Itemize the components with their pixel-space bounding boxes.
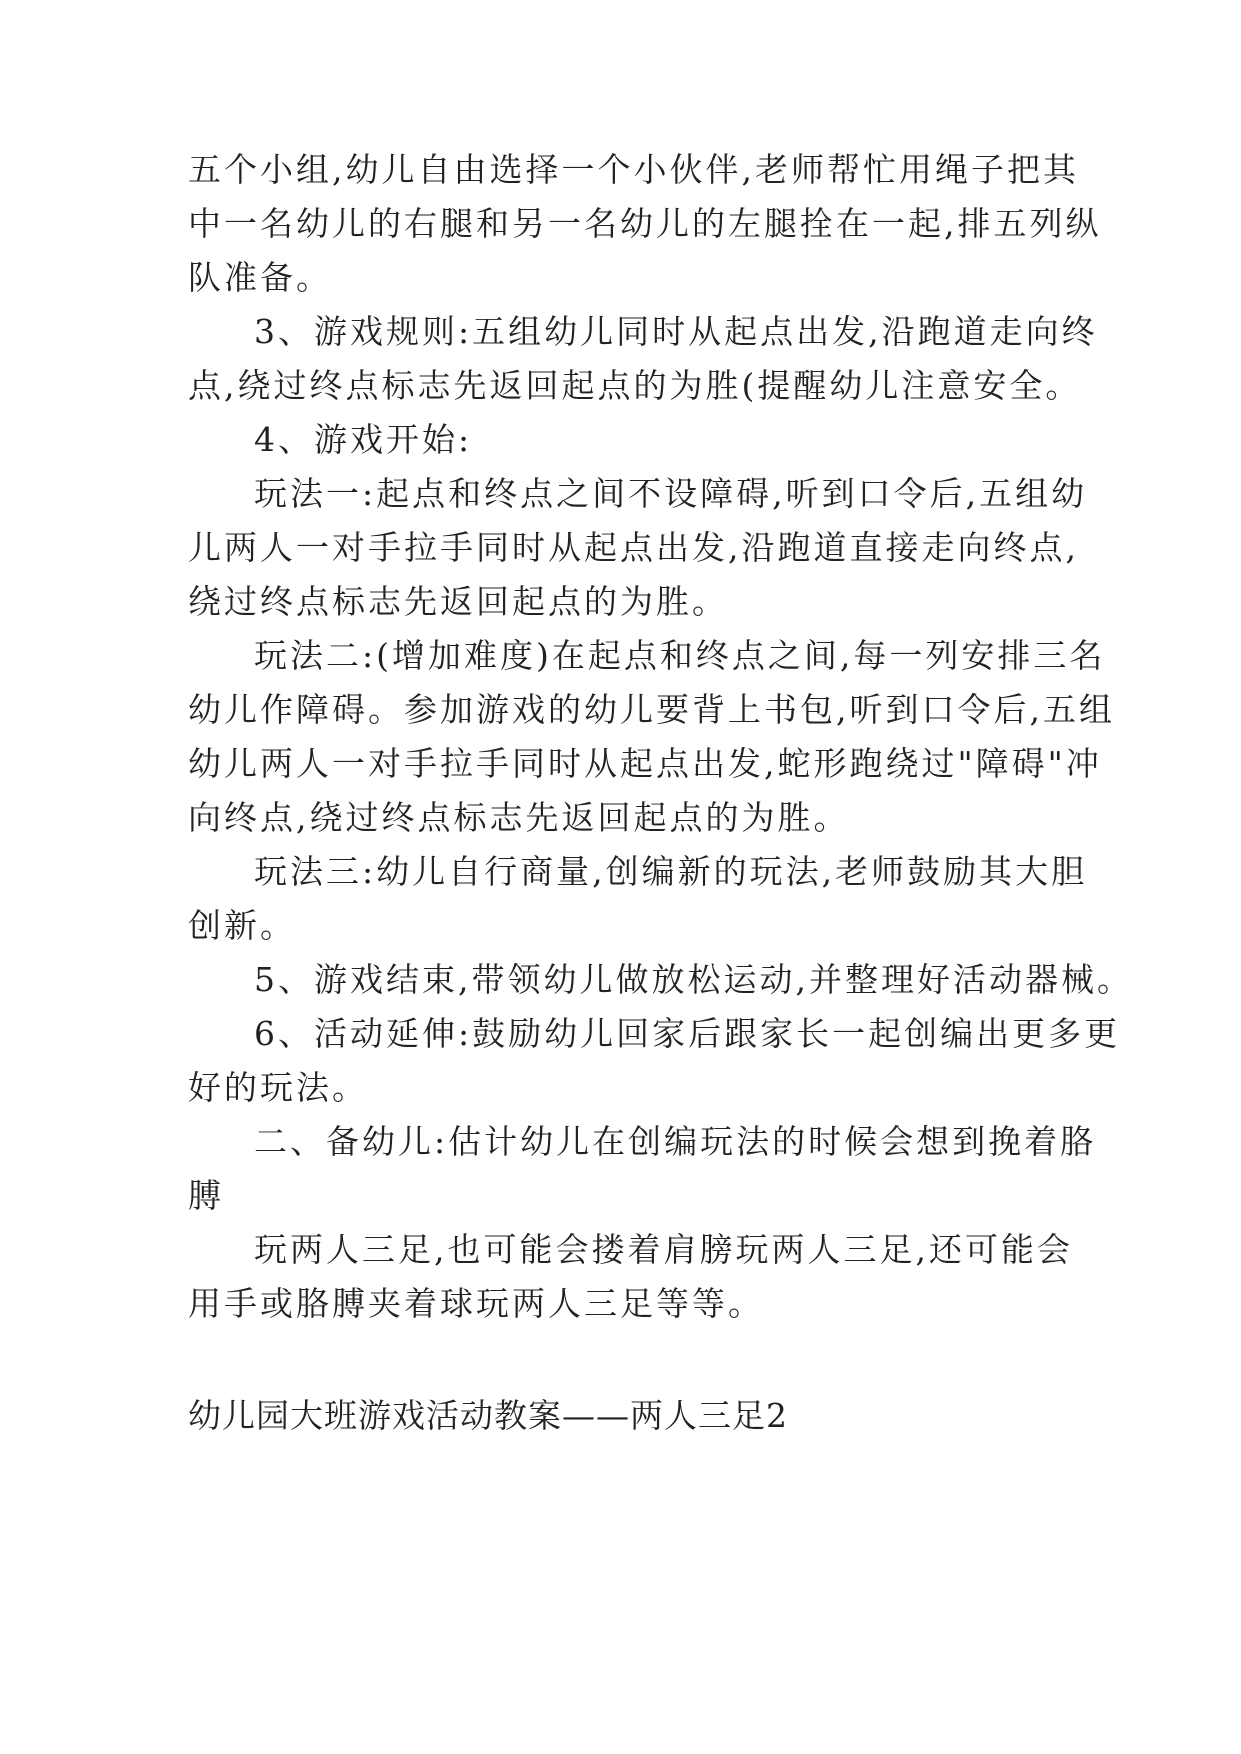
paragraph-line: 5、游戏结束,带领幼儿做放松运动,并整理好活动器械。: [254, 960, 1133, 999]
paragraph-line: 绕过终点标志先返回起点的为胜。: [188, 582, 728, 621]
paragraph-line: 五个小组,幼儿自由选择一个小伙伴,老师帮忙用绳子把其: [188, 150, 1079, 189]
paragraph-line: 儿两人一对手拉手同时从起点出发,沿跑道直接走向终点,: [188, 528, 1079, 567]
section-title: 幼儿园大班游戏活动教案——两人三足2: [188, 1396, 788, 1435]
paragraph-line: 向终点,绕过终点标志先返回起点的为胜。: [188, 798, 850, 837]
paragraph-line: 幼儿两人一对手拉手同时从起点出发,蛇形跑绕过"障碍"冲: [188, 744, 1102, 783]
paragraph-line: 二、备幼儿:估计幼儿在创编玩法的时候会想到挽着胳: [254, 1122, 1097, 1161]
paragraph-line: 幼儿作障碍。参加游戏的幼儿要背上书包,听到口令后,五组: [188, 690, 1115, 729]
paragraph-line: 6、活动延伸:鼓励幼儿回家后跟家长一起创编出更多更: [254, 1014, 1121, 1053]
paragraph-line: 膊: [188, 1176, 224, 1215]
paragraph-line: 玩法二:(增加难度)在起点和终点之间,每一列安排三名: [254, 636, 1106, 675]
paragraph-line: 好的玩法。: [188, 1068, 368, 1107]
paragraph-line: 用手或胳膊夹着球玩两人三足等等。: [188, 1284, 764, 1323]
paragraph-line: 队准备。: [188, 258, 332, 297]
paragraph-line: 中一名幼儿的右腿和另一名幼儿的左腿拴在一起,排五列纵: [188, 204, 1102, 243]
paragraph-line: 4、游戏开始:: [254, 420, 473, 459]
paragraph-line: 点,绕过终点标志先返回起点的为胜(提醒幼儿注意安全。: [188, 366, 1082, 405]
paragraph-line: 玩两人三足,也可能会搂着肩膀玩两人三足,还可能会: [254, 1230, 1073, 1269]
paragraph-line: 创新。: [188, 906, 296, 945]
paragraph-line: 玩法三:幼儿自行商量,创编新的玩法,老师鼓励其大胆: [254, 852, 1088, 891]
paragraph-line: 玩法一:起点和终点之间不设障碍,听到口令后,五组幼: [254, 474, 1088, 513]
paragraph-line: 3、游戏规则:五组幼儿同时从起点出发,沿跑道走向终: [254, 312, 1098, 351]
